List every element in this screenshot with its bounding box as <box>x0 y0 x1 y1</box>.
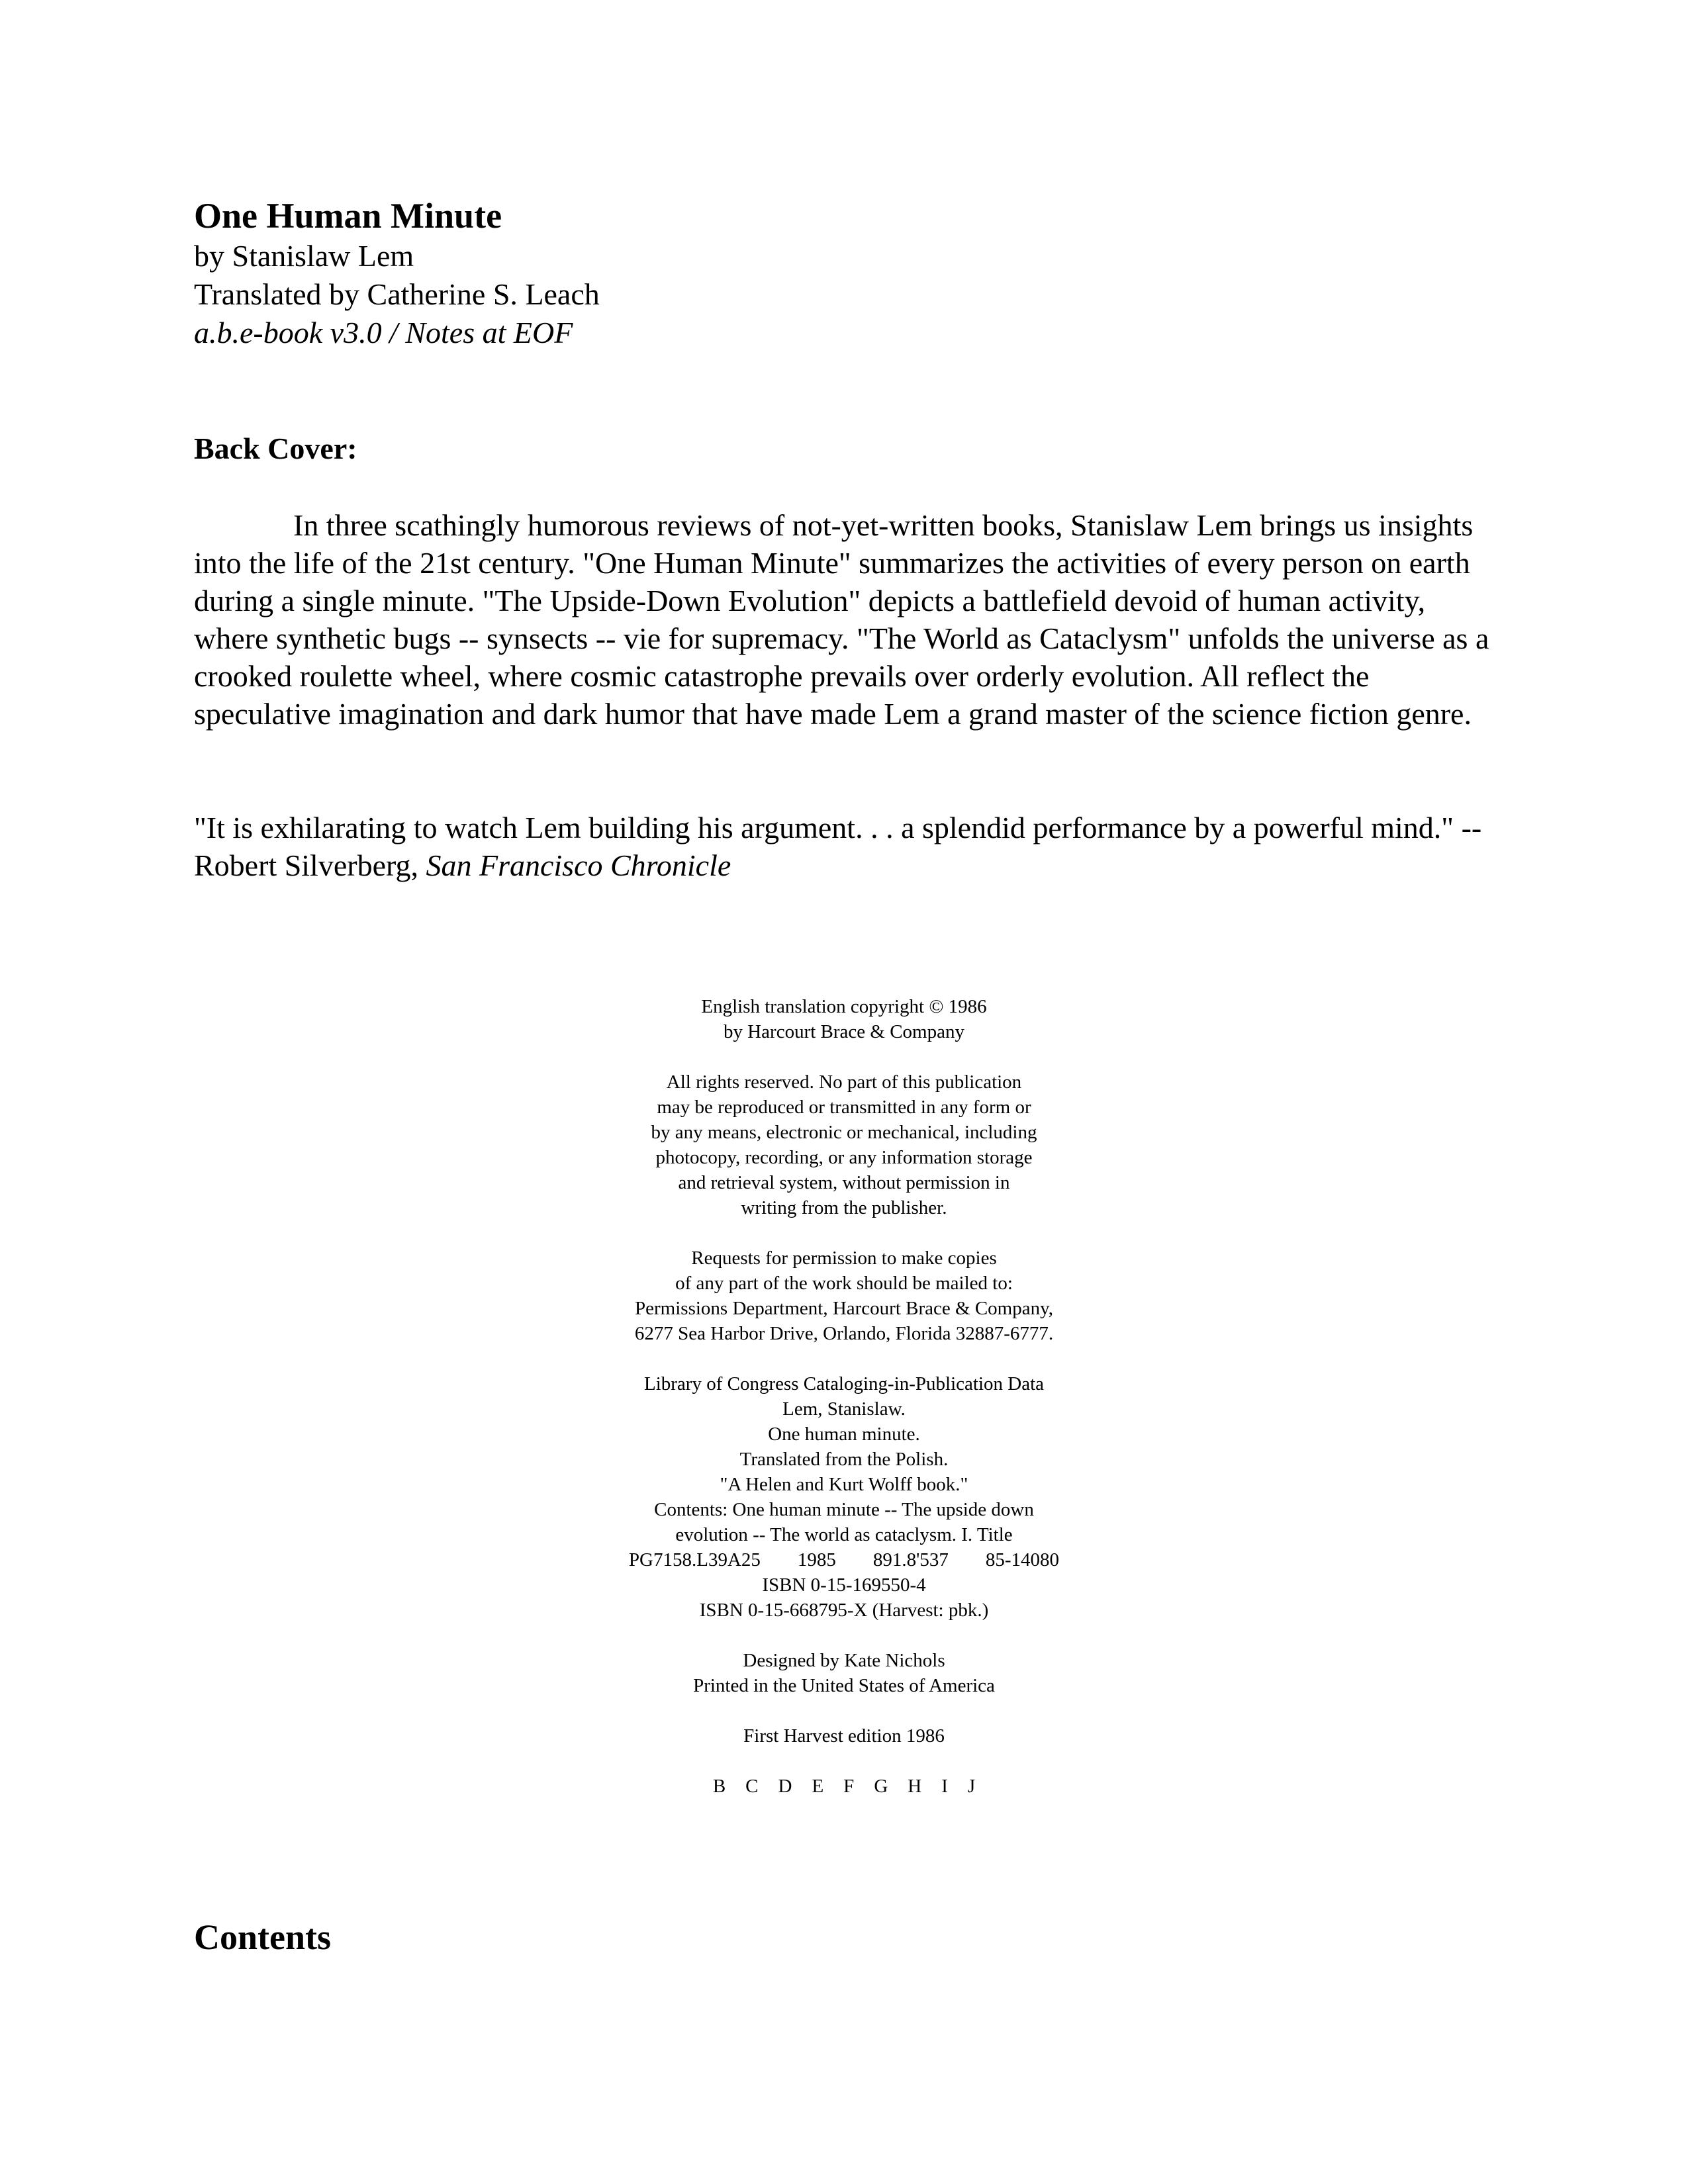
cataloging-line: Lem, Stanislaw. <box>782 1398 906 1420</box>
review-quote <box>194 809 1491 884</box>
back-cover-blurb: In three scathingly humorous reviews of not-yet-written books, Stanislaw Lem brings us insights into the life of the 21st century. "One Human Minute" summarizes the activities of every person on earth during a single minute. "The Upside-Down Evolution" depicts a battlefield devoid of human activity, where synthetic bugs -- synsects -- vie for supremacy. "The World as Cataclysm" unfolds the universe as a crooked roulette wheel, where cosmic catastrophe prevails over orderly evolution. All reflect the speculative imagination and dark humor that have made Lem a grand master of the science fiction genre. <box>194 508 1489 731</box>
cataloging-line: One human minute. <box>768 1424 920 1445</box>
lc-classification-row <box>513 1547 1175 1572</box>
permissions-statement <box>513 1246 1175 1346</box>
cataloging-line: Library of Congress Cataloging-in-Publication Data <box>643 1373 1045 1394</box>
printing-letter: I <box>941 1776 948 1797</box>
design-line: Designed by Kate Nichols <box>743 1650 945 1671</box>
book-header <box>194 195 1452 352</box>
copyright-line: by Harcourt Brace & Company <box>723 1021 964 1042</box>
isbn-line: ISBN 0-15-668795-X (Harvest: pbk.) <box>699 1600 989 1621</box>
copyright-notice <box>513 994 1175 1044</box>
first-edition-note <box>513 1723 1175 1749</box>
lccn-number: 85-14080 <box>985 1549 1060 1570</box>
cataloging-line: Translated from the Polish. <box>739 1449 949 1470</box>
edition-note: a.b.e-book v3.0 / Notes at EOF <box>194 316 573 349</box>
author-byline: by Stanislaw Lem <box>194 239 414 273</box>
cataloging-line: evolution -- The world as cataclysm. I. Title <box>675 1524 1013 1545</box>
cataloging-line: "A Helen and Kurt Wolff book." <box>720 1474 968 1495</box>
review-quote-text: "It is exhilarating to watch Lem building his argument. . . a splendid performance by a powerful mind." -- Robert Silverberg, <box>194 811 1482 882</box>
back-cover-heading: Back Cover: <box>194 432 357 465</box>
permissions-line: Permissions Department, Harcourt Brace & Company, <box>635 1298 1053 1319</box>
printing-letter: E <box>812 1776 824 1797</box>
rights-line: photocopy, recording, or any information storage <box>655 1147 1033 1168</box>
copyright-line: English translation copyright © 1986 <box>701 996 987 1017</box>
printing-letter: F <box>843 1776 855 1797</box>
cataloging-line: Contents: One human minute -- The upside down <box>654 1499 1034 1520</box>
printing-letter: D <box>778 1776 792 1797</box>
printing-letter: C <box>745 1776 759 1797</box>
rights-line: All rights reserved. No part of this publication <box>666 1071 1022 1093</box>
permissions-line: 6277 Sea Harbor Drive, Orlando, Florida 32887-6777. <box>634 1323 1054 1344</box>
dewey-number: 891.8'537 <box>872 1549 949 1570</box>
printing-letters <box>513 1774 1175 1799</box>
cataloging-data <box>513 1371 1175 1623</box>
review-quote-source: San Francisco Chronicle <box>426 848 731 882</box>
rights-line: by any means, electronic or mechanical, including <box>651 1122 1037 1143</box>
printing-letter: J <box>967 1776 976 1797</box>
lc-year: 1985 <box>797 1549 836 1570</box>
translator-line: Translated by Catherine S. Leach <box>194 277 600 311</box>
design-credits <box>513 1648 1175 1698</box>
rights-statement <box>513 1069 1175 1220</box>
permissions-line: Requests for permission to make copies <box>691 1248 997 1269</box>
printing-letter: G <box>874 1776 888 1797</box>
first-edition-line: First Harvest edition 1986 <box>743 1725 945 1747</box>
printing-letter: B <box>712 1776 726 1797</box>
rights-line: may be reproduced or transmitted in any form or <box>657 1097 1031 1118</box>
contents-heading: Contents <box>194 1917 332 1957</box>
printing-letter: H <box>908 1776 922 1797</box>
rights-line: and retrieval system, without permission in <box>678 1172 1010 1193</box>
lc-call-number: PG7158.L39A25 <box>628 1549 761 1570</box>
permissions-line: of any part of the work should be mailed to: <box>675 1273 1013 1294</box>
copyright-page <box>513 994 1175 1799</box>
rights-line: writing from the publisher. <box>741 1197 947 1218</box>
book-title: One Human Minute <box>194 196 502 236</box>
design-line: Printed in the United States of America <box>693 1675 995 1696</box>
isbn-line: ISBN 0-15-169550-4 <box>762 1574 926 1596</box>
